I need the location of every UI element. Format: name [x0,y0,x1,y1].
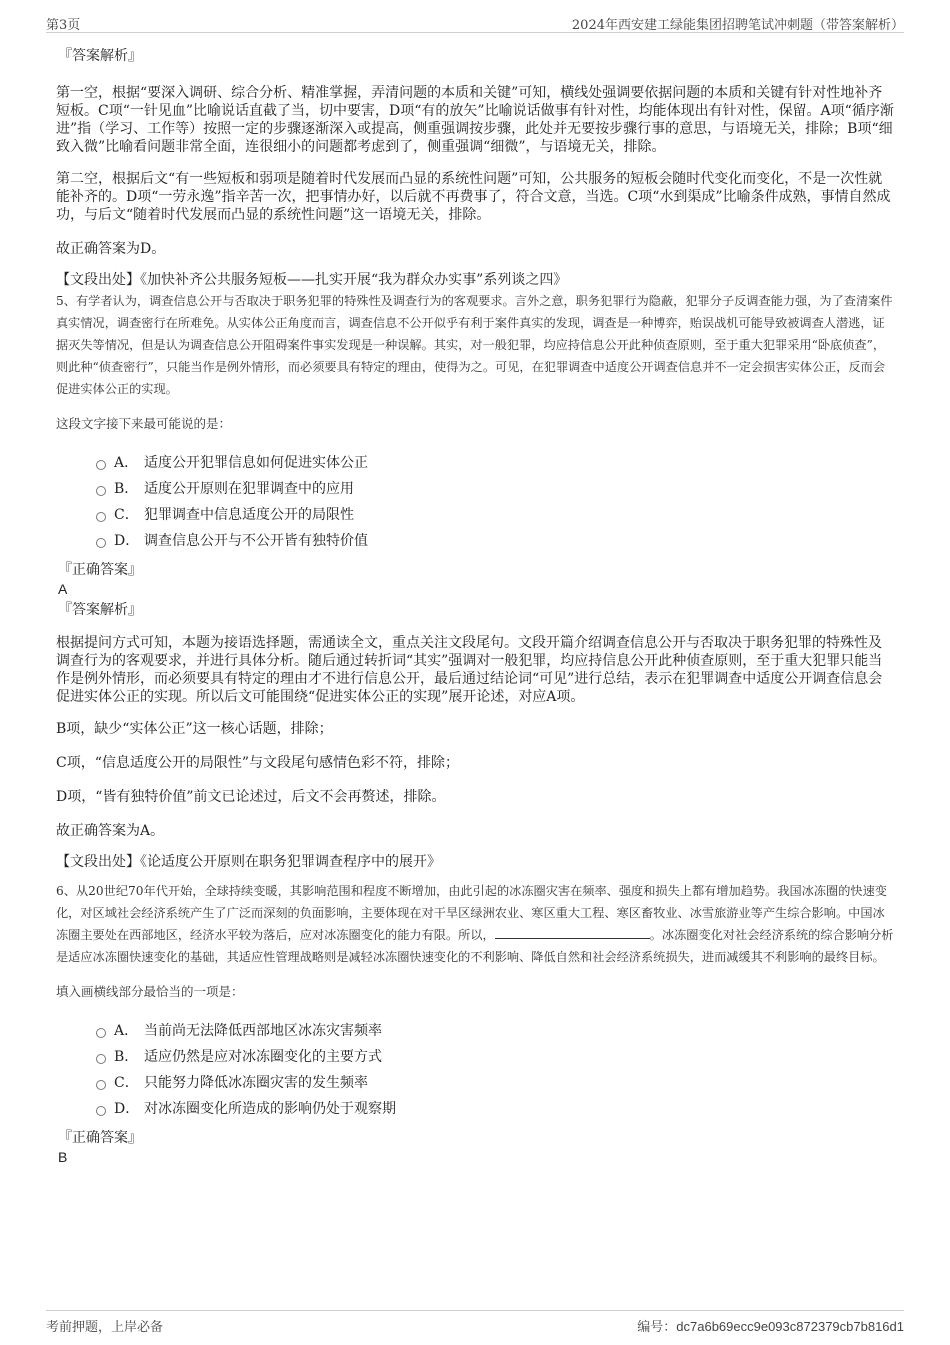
analysis-label: 『答案解析』 [58,48,142,64]
option-text: 只能努力降低冰冻圈灾害的发生频率 [144,1075,368,1091]
radio-icon[interactable] [96,538,106,548]
radio-icon[interactable] [96,1054,106,1064]
question-stem: 5、有学者认为，调查信息公开与否取决于职务犯罪的特殊性及调查行为的客观要求。言外之意，职务犯罪行为隐蔽，犯罪分子反调查能力强，为了查清案件真实情况，调查密行在所难免。从实体公正角度而言，调查信息不公开似乎有利于案件真实的发现，调查是一种博弈，贻误战机可能导致被调查人潜逃，证据灭失等情况，但是认为调查信息公开阻碍案件事实发现是一种误解。其实，对一般犯罪，均应持信息公开此种侦查原则，至于重大犯罪采用“卧底侦查”，则此种“侦查密行”，只能当作是例外情形，而必须要具有特定的理由，使得为之。可见，在犯罪调查中适度公开调查信息并不一定会损害实体公正，反而会促进实体公正的实现。 [56,294,893,396]
option-c[interactable] [56,1070,894,1096]
radio-icon[interactable] [96,512,106,522]
option-letter: B． [114,1049,139,1065]
analysis-conclusion: 故正确答案为A。 [56,823,165,839]
option-text: 犯罪调查中信息适度公开的局限性 [144,507,354,523]
option-text: 调查信息公开与不公开皆有独特价值 [144,533,368,549]
option-letter: C． [114,1075,139,1091]
correct-answer: A [58,581,68,597]
radio-icon[interactable] [96,460,106,470]
option-text: 适度公开犯罪信息如何促进实体公正 [144,455,368,471]
analysis-paragraph: 根据提问方式可知，本题为接语选择题，需通读全文，重点关注文段尾句。文段开篇介绍调查信息公开与否取决于职务犯罪的特殊性及调查行为的客观要求，并进行具体分析。随后通过转折词“其实”强调对一般犯罪，均应持信息公开此种侦查原则，至于重大犯罪只能当作是例外情形，而必须要具有特定的理由才不进行信息公开，最后通过结论词“可见”进行总结，表示在犯罪调查中适度公开调查信息会促进实体公正的实现。所以后文可能围绕“促进实体公正的实现”展开论述，对应A项。 [56,635,883,705]
stem-text: 6、从20世纪70年代开始，全球持续变暖，其影响范围和程度不断增加，由此引起的冰冻圈灾害在频率、强度和损失上都有增加趋势。我国冰冻圈的快速变化，对区域社会经济系统产生了广泛而深刻的负面影响，主要体现在对干旱区绿洲农业、寒区重大工程、寒区畜牧业、冰雪旅游业等产生综合影响。中国冰冻圈主要处在西部地区，经济水平较为落后，应对冰冻圈变化的能力有限。所以， [56,884,887,942]
analysis-paragraph: 第一空，根据“要深入调研、综合分析、精准掌握，弄清问题的本质和关键”可知，横线处强调要依据问题的本质和关键有针对性地补齐短板。C项“一针见血”比喻说话直截了当，切中要害，D项“有的放矢”比喻说话做事有针对性，均能体现出有针对性，保留。A项“循序渐进”指（学习、工作等）按照一定的步骤逐渐深入或提高，侧重强调按步骤，此处并无要按步骤行事的意思，与语境无关，排除；B项“细致入微”比喻看问题非常全面，连很细小的问题都考虑到了，侧重强调“细微”，与语境无关，排除。 [56,85,894,155]
option-letter: D． [114,533,140,549]
option-text: 当前尚无法降低西部地区冰冻灾害频率 [144,1023,382,1039]
option-b[interactable] [56,1044,894,1070]
question-prompt: 这段文字接下来最可能说的是： [56,416,232,431]
option-letter: A． [114,455,139,471]
option-letter: B． [114,481,139,497]
option-letter: A． [114,1023,139,1039]
page-header [46,10,904,33]
option-d[interactable] [56,528,894,554]
page-footer [46,1310,904,1333]
radio-icon[interactable] [96,1028,106,1038]
option-letter: C． [114,507,139,523]
option-b[interactable] [56,476,894,502]
code-value: dc7a6b69ecc9e093c872379cb7b816d1 [676,1319,904,1334]
answer-label: 『正确答案』 [58,1130,142,1146]
source-citation: 【文段出处】《论适度公开原则在职务犯罪调查程序中的展开》 [56,854,441,870]
analysis-label: 『答案解析』 [58,602,142,618]
option-text: 适应仍然是应对冰冻圈变化的主要方式 [144,1049,382,1065]
document-title: 2024年西安建工绿能集团招聘笔试冲刺题（带答案解析） [571,18,904,33]
option-text: 对冰冻圈变化所造成的影响仍处于观察期 [144,1101,396,1117]
page-number: 第3页 [46,18,81,33]
option-a[interactable] [56,1018,894,1044]
option-d[interactable] [56,1096,894,1122]
question-prompt: 填入画横线部分最恰当的一项是： [56,984,244,999]
option-list [56,450,894,554]
page-content [56,40,894,1166]
source-citation: 【文段出处】《加快补齐公共服务短板——扎实开展“我为群众办实事”系列谈之四》 [56,272,568,288]
question-stem [56,880,894,968]
option-a[interactable] [56,450,894,476]
fill-blank [495,928,650,939]
analysis-paragraph: C项，“信息适度公开的局限性”与文段尾句感情色彩不符，排除； [56,755,460,771]
analysis-paragraph: 第二空，根据后文“有一些短板和弱项是随着时代发展而凸显的系统性问题”可知，公共服务的短板会随时代变化而变化，不是一次性就能补齐的。D项“一劳永逸”指辛苦一次，把事情办好，以后就不再费事了，符合文意，当选。C项“水到渠成”比喻条件成熟，事情自然成功，与后文“随着时代发展而凸显的系统性问题”这一语境无关，排除。 [56,171,891,223]
analysis-conclusion: 故正确答案为D。 [56,241,166,257]
radio-icon[interactable] [96,1080,106,1090]
analysis-paragraph: D项，“皆有独特价值”前文已论述过，后文不会再赘述，排除。 [56,789,446,805]
option-list [56,1018,894,1122]
option-c[interactable] [56,502,894,528]
option-letter: D． [114,1101,140,1117]
answer-label: 『正确答案』 [58,562,142,578]
radio-icon[interactable] [96,1106,106,1116]
correct-answer: B [58,1149,68,1165]
stem-text: 。冰冻圈变化对社会经济系统的综合影响分析是适应冰冻圈快速变化的基础，其适应性管理战略则是减轻冰冻圈快速变化的不利影响、降低自然和社会经济系统损失，进而减缓其不利影响的最终目标。 [56,928,894,964]
radio-icon[interactable] [96,486,106,496]
document-code [637,1316,904,1335]
analysis-paragraph: B项，缺少“实体公正”这一核心话题，排除； [56,721,333,737]
code-label: 编号： [637,1320,677,1335]
footer-slogan: 考前押题，上岸必备 [46,1320,164,1335]
option-text: 适度公开原则在犯罪调查中的应用 [144,481,354,497]
